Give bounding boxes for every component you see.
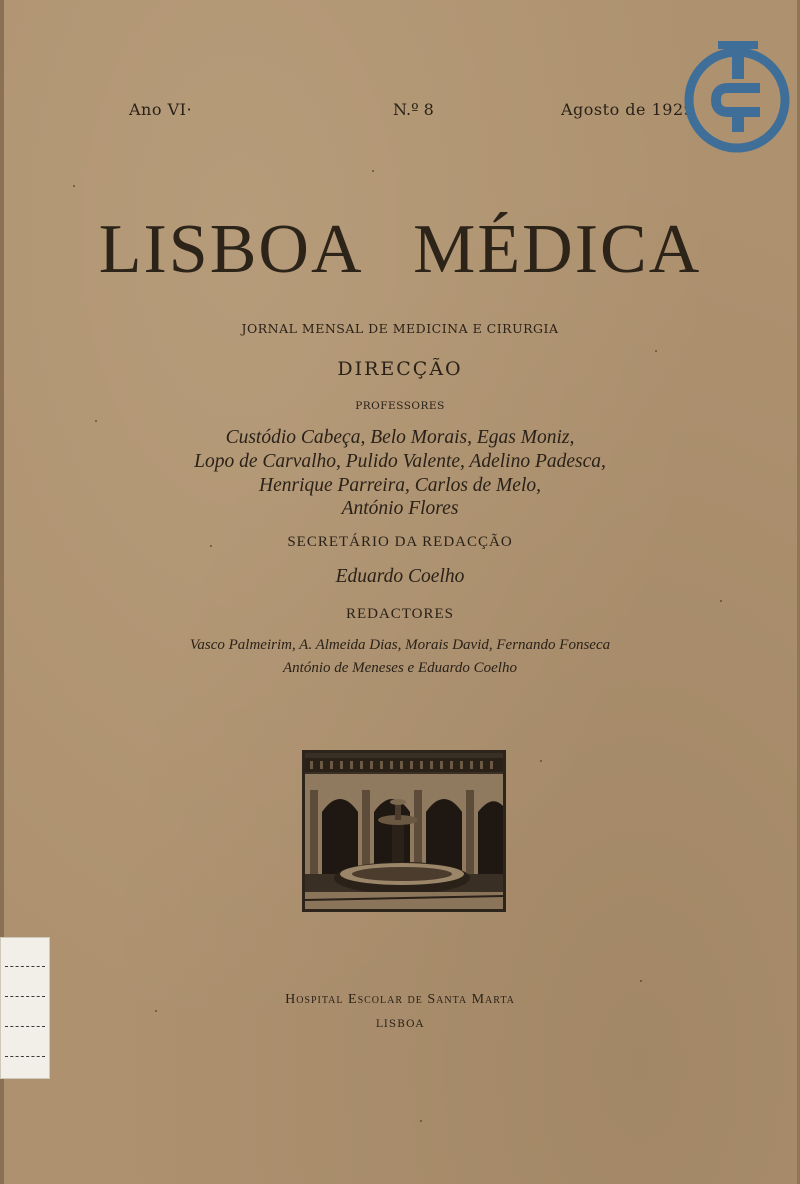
paper-speck <box>420 1120 422 1122</box>
editors-heading: REDACTORES <box>345 606 455 622</box>
library-label-sticker <box>0 937 50 1079</box>
secretary-heading: SECRETÁRIO DA REDACÇÃO <box>287 534 513 550</box>
sticker-line <box>5 966 45 967</box>
issue-year: Ano VI· <box>129 100 193 119</box>
publisher-city: LISBOA <box>375 1018 425 1030</box>
secretary-name: Eduardo Coelho <box>335 566 465 587</box>
publisher-name: Hospital Escolar de Santa Marta <box>285 992 515 1007</box>
editors-names-line: Vasco Palmeirim, A. Almeida Dias, Morais David, Fernando Fonseca <box>189 637 611 653</box>
cloister-fountain-illustration <box>302 750 506 912</box>
journal-title: LISBOA MÉDICA <box>98 211 702 288</box>
editors-names-line: António de Meneses e Eduardo Coelho <box>283 660 517 676</box>
direction-names-line: Custódio Cabeça, Belo Morais, Egas Moniz, <box>225 427 575 448</box>
journal-subtitle: JORNAL MENSAL DE MEDICINA E CIRURGIA <box>241 321 559 336</box>
paper-speck <box>372 170 374 172</box>
paper-speck <box>540 760 542 762</box>
professors-label: PROFESSORES <box>355 400 445 412</box>
paper-speck <box>210 545 212 547</box>
paper-speck <box>95 420 97 422</box>
sticker-line <box>5 1026 45 1027</box>
direction-heading: DIRECÇÃO <box>337 358 463 380</box>
direction-names-line: António Flores <box>341 498 459 519</box>
paper-speck <box>73 185 75 187</box>
sticker-line <box>5 996 45 997</box>
paper-speck <box>655 350 657 352</box>
direction-names-line: Lopo de Carvalho, Pulido Valente, Adelino Padesca, <box>194 451 606 472</box>
issue-date: Agosto de 1929 <box>561 100 695 119</box>
sticker-line <box>5 1056 45 1057</box>
library-stamp-icon <box>682 38 792 156</box>
paper-speck <box>155 1010 157 1012</box>
paper-speck <box>720 600 722 602</box>
issue-number: N.º 8 <box>393 100 434 119</box>
paper-speck <box>640 980 642 982</box>
direction-names-line: Henrique Parreira, Carlos de Melo, <box>259 475 541 496</box>
